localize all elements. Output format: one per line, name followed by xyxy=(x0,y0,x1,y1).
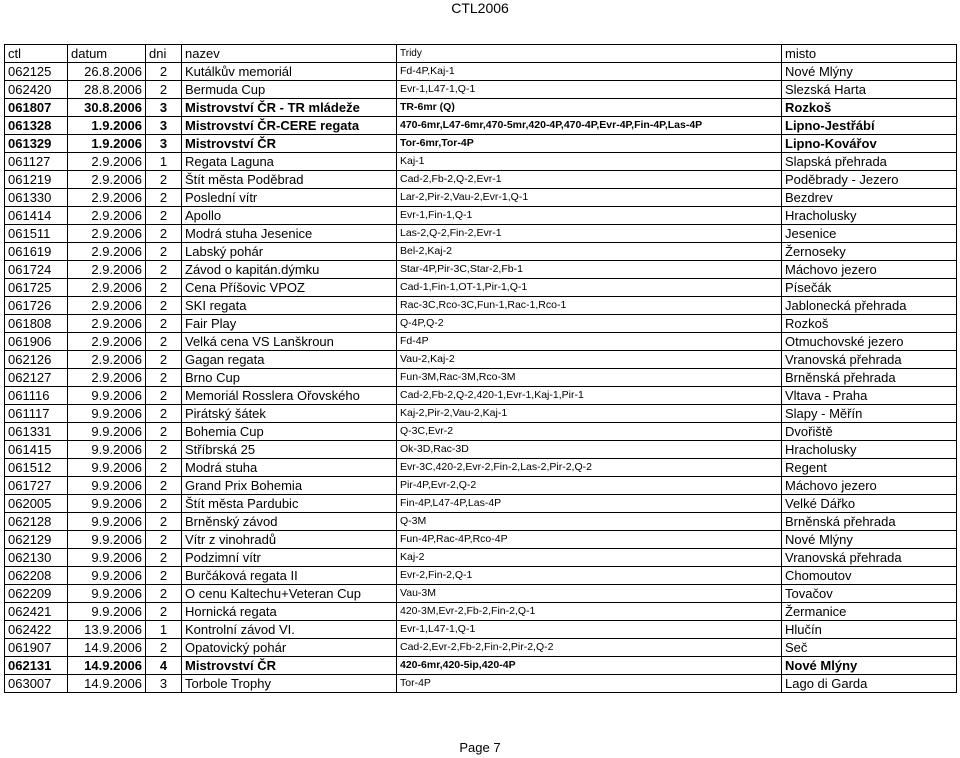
cell-place: Rozkoš xyxy=(782,315,957,333)
cell-place: Žernoseky xyxy=(782,243,957,261)
cell-date: 2.9.2006 xyxy=(68,297,146,315)
cell-place: Tovačov xyxy=(782,585,957,603)
cell-classes: Cad-2,Fb-2,Q-2,Evr-1 xyxy=(397,171,782,189)
cell-name: Apollo xyxy=(182,207,397,225)
cell-classes: 470-6mr,L47-6mr,470-5mr,420-4P,470-4P,Evr-4P,Fin-4P,Las-4P xyxy=(397,117,782,135)
cell-classes: 420-6mr,420-5ip,420-4P xyxy=(397,657,782,675)
table-row xyxy=(5,261,957,279)
cell-date: 9.9.2006 xyxy=(68,477,146,495)
cell-date: 1.9.2006 xyxy=(68,117,146,135)
cell-place: Nové Mlýny xyxy=(782,531,957,549)
cell-days: 2 xyxy=(146,333,182,351)
cell-days: 3 xyxy=(146,135,182,153)
cell-ctl: 061907 xyxy=(5,639,68,657)
cell-place: Velké Dářko xyxy=(782,495,957,513)
cell-ctl: 062125 xyxy=(5,63,68,81)
table-row xyxy=(5,675,957,693)
cell-classes: Cad-1,Fin-1,OT-1,Pir-1,Q-1 xyxy=(397,279,782,297)
cell-name: Štít města Pardubic xyxy=(182,495,397,513)
cell-ctl: 061117 xyxy=(5,405,68,423)
cell-ctl: 063007 xyxy=(5,675,68,693)
cell-ctl: 061116 xyxy=(5,387,68,405)
cell-ctl: 062130 xyxy=(5,549,68,567)
cell-place: Písečák xyxy=(782,279,957,297)
cell-ctl: 062422 xyxy=(5,621,68,639)
cell-classes: Ok-3D,Rac-3D xyxy=(397,441,782,459)
table-row xyxy=(5,117,957,135)
table-row xyxy=(5,207,957,225)
table-row xyxy=(5,387,957,405)
cell-ctl: 061328 xyxy=(5,117,68,135)
cell-days: 2 xyxy=(146,63,182,81)
cell-days: 2 xyxy=(146,171,182,189)
cell-classes: Fd-4P,Kaj-1 xyxy=(397,63,782,81)
cell-name: Regata Laguna xyxy=(182,153,397,171)
cell-classes: Cad-2,Evr-2,Fb-2,Fin-2,Pir-2,Q-2 xyxy=(397,639,782,657)
cell-ctl: 061808 xyxy=(5,315,68,333)
cell-days: 2 xyxy=(146,513,182,531)
table-row xyxy=(5,459,957,477)
cell-date: 9.9.2006 xyxy=(68,495,146,513)
cell-place: Slapská přehrada xyxy=(782,153,957,171)
cell-date: 2.9.2006 xyxy=(68,153,146,171)
cell-classes: Bel-2,Kaj-2 xyxy=(397,243,782,261)
cell-days: 2 xyxy=(146,315,182,333)
cell-date: 9.9.2006 xyxy=(68,459,146,477)
cell-place: Máchovo jezero xyxy=(782,261,957,279)
col-header-ctl: ctl xyxy=(5,45,68,63)
cell-classes: Q-4P,Q-2 xyxy=(397,315,782,333)
cell-place: Slapy - Měřín xyxy=(782,405,957,423)
cell-classes: Vau-2,Kaj-2 xyxy=(397,351,782,369)
cell-date: 14.9.2006 xyxy=(68,639,146,657)
cell-date: 2.9.2006 xyxy=(68,351,146,369)
cell-date: 2.9.2006 xyxy=(68,207,146,225)
cell-place: Jablonecká přehrada xyxy=(782,297,957,315)
col-header-date: datum xyxy=(68,45,146,63)
cell-name: Stříbrská 25 xyxy=(182,441,397,459)
cell-name: Memoriál Rosslera Ořovského xyxy=(182,387,397,405)
cell-name: Cena Příšovic VPOZ xyxy=(182,279,397,297)
cell-days: 2 xyxy=(146,477,182,495)
cell-ctl: 062208 xyxy=(5,567,68,585)
cell-name: Modrá stuha xyxy=(182,459,397,477)
cell-place: Brněnská přehrada xyxy=(782,369,957,387)
page-title: CTL2006 xyxy=(451,0,509,16)
cell-date: 2.9.2006 xyxy=(68,333,146,351)
table-row xyxy=(5,279,957,297)
cell-name: Kontrolní závod VI. xyxy=(182,621,397,639)
cell-place: Vranovská přehrada xyxy=(782,351,957,369)
cell-ctl: 061726 xyxy=(5,297,68,315)
cell-date: 9.9.2006 xyxy=(68,585,146,603)
cell-name: Mistrovství ČR - TR mládeže xyxy=(182,99,397,117)
cell-ctl: 061331 xyxy=(5,423,68,441)
table-row xyxy=(5,171,957,189)
cell-place: Nové Mlýny xyxy=(782,657,957,675)
cell-ctl: 061415 xyxy=(5,441,68,459)
cell-date: 14.9.2006 xyxy=(68,657,146,675)
cell-place: Dvořiště xyxy=(782,423,957,441)
table-row xyxy=(5,135,957,153)
cell-place: Žermanice xyxy=(782,603,957,621)
cell-place: Regent xyxy=(782,459,957,477)
cell-place: Lipno-Jestřábí xyxy=(782,117,957,135)
cell-ctl: 061807 xyxy=(5,99,68,117)
cell-name: Hornická regata xyxy=(182,603,397,621)
cell-place: Jesenice xyxy=(782,225,957,243)
cell-days: 2 xyxy=(146,441,182,459)
cell-ctl: 061219 xyxy=(5,171,68,189)
cell-classes: Tor-4P xyxy=(397,675,782,693)
cell-date: 2.9.2006 xyxy=(68,369,146,387)
page-number: Page 7 xyxy=(459,740,501,755)
cell-place: Hracholusky xyxy=(782,207,957,225)
col-header-place: misto xyxy=(782,45,957,63)
cell-classes: Lar-2,Pir-2,Vau-2,Evr-1,Q-1 xyxy=(397,189,782,207)
table-row xyxy=(5,495,957,513)
cell-date: 2.9.2006 xyxy=(68,315,146,333)
cell-name: Bohemia Cup xyxy=(182,423,397,441)
cell-name: Fair Play xyxy=(182,315,397,333)
cell-classes: Vau-3M xyxy=(397,585,782,603)
cell-classes: Q-3C,Evr-2 xyxy=(397,423,782,441)
cell-name: Modrá stuha Jesenice xyxy=(182,225,397,243)
cell-name: Vítr z vinohradů xyxy=(182,531,397,549)
cell-ctl: 062005 xyxy=(5,495,68,513)
cell-days: 4 xyxy=(146,657,182,675)
table-row xyxy=(5,585,957,603)
cell-date: 9.9.2006 xyxy=(68,549,146,567)
cell-classes: Q-3M xyxy=(397,513,782,531)
cell-name: Kutálkův memoriál xyxy=(182,63,397,81)
cell-place: Seč xyxy=(782,639,957,657)
cell-ctl: 061906 xyxy=(5,333,68,351)
cell-ctl: 062131 xyxy=(5,657,68,675)
cell-date: 9.9.2006 xyxy=(68,405,146,423)
cell-name: Labský pohár xyxy=(182,243,397,261)
cell-date: 9.9.2006 xyxy=(68,567,146,585)
cell-classes: Evr-3C,420-2,Evr-2,Fin-2,Las-2,Pir-2,Q-2 xyxy=(397,459,782,477)
cell-days: 2 xyxy=(146,549,182,567)
cell-date: 9.9.2006 xyxy=(68,387,146,405)
cell-date: 26.8.2006 xyxy=(68,63,146,81)
cell-classes: Evr-1,L47-1,Q-1 xyxy=(397,621,782,639)
cell-classes: Tor-6mr,Tor-4P xyxy=(397,135,782,153)
table-row xyxy=(5,369,957,387)
cell-place: Máchovo jezero xyxy=(782,477,957,495)
cell-days: 2 xyxy=(146,279,182,297)
cell-classes: Pir-4P,Evr-2,Q-2 xyxy=(397,477,782,495)
cell-days: 1 xyxy=(146,153,182,171)
cell-classes: Las-2,Q-2,Fin-2,Evr-1 xyxy=(397,225,782,243)
table-row xyxy=(5,315,957,333)
cell-ctl: 062128 xyxy=(5,513,68,531)
col-header-days: dni xyxy=(146,45,182,63)
cell-ctl: 062209 xyxy=(5,585,68,603)
cell-date: 30.8.2006 xyxy=(68,99,146,117)
cell-days: 2 xyxy=(146,261,182,279)
cell-days: 2 xyxy=(146,459,182,477)
cell-date: 9.9.2006 xyxy=(68,423,146,441)
cell-date: 9.9.2006 xyxy=(68,441,146,459)
cell-name: Štít města Poděbrad xyxy=(182,171,397,189)
cell-name: Gagan regata xyxy=(182,351,397,369)
cell-classes: Fd-4P xyxy=(397,333,782,351)
cell-days: 1 xyxy=(146,621,182,639)
cell-ctl: 061330 xyxy=(5,189,68,207)
cell-days: 2 xyxy=(146,369,182,387)
cell-days: 2 xyxy=(146,567,182,585)
cell-name: Pirátský šátek xyxy=(182,405,397,423)
table-row xyxy=(5,603,957,621)
cell-days: 2 xyxy=(146,225,182,243)
cell-place: Hracholusky xyxy=(782,441,957,459)
cell-ctl: 061511 xyxy=(5,225,68,243)
cell-place: Slezská Harta xyxy=(782,81,957,99)
cell-days: 2 xyxy=(146,603,182,621)
table-row xyxy=(5,333,957,351)
cell-place: Rozkoš xyxy=(782,99,957,117)
cell-ctl: 062129 xyxy=(5,531,68,549)
cell-place: Lago di Garda xyxy=(782,675,957,693)
cell-days: 2 xyxy=(146,243,182,261)
table-row xyxy=(5,549,957,567)
cell-ctl: 061724 xyxy=(5,261,68,279)
cell-date: 2.9.2006 xyxy=(68,261,146,279)
cell-classes: 420-3M,Evr-2,Fb-2,Fin-2,Q-1 xyxy=(397,603,782,621)
cell-date: 9.9.2006 xyxy=(68,513,146,531)
cell-classes: Rac-3C,Rco-3C,Fun-1,Rac-1,Rco-1 xyxy=(397,297,782,315)
cell-ctl: 061329 xyxy=(5,135,68,153)
cell-date: 14.9.2006 xyxy=(68,675,146,693)
schedule-rows xyxy=(5,63,957,693)
cell-days: 2 xyxy=(146,207,182,225)
table-row xyxy=(5,189,957,207)
table-row xyxy=(5,621,957,639)
cell-days: 2 xyxy=(146,405,182,423)
cell-ctl: 061512 xyxy=(5,459,68,477)
header-row xyxy=(5,45,957,63)
cell-ctl: 062127 xyxy=(5,369,68,387)
table-row xyxy=(5,81,957,99)
cell-days: 2 xyxy=(146,351,182,369)
cell-classes: Cad-2,Fb-2,Q-2,420-1,Evr-1,Kaj-1,Pir-1 xyxy=(397,387,782,405)
cell-ctl: 062420 xyxy=(5,81,68,99)
table-row xyxy=(5,243,957,261)
cell-classes: Evr-2,Fin-2,Q-1 xyxy=(397,567,782,585)
cell-date: 2.9.2006 xyxy=(68,225,146,243)
cell-name: Brněnský závod xyxy=(182,513,397,531)
cell-classes: Fin-4P,L47-4P,Las-4P xyxy=(397,495,782,513)
cell-days: 2 xyxy=(146,585,182,603)
cell-days: 3 xyxy=(146,675,182,693)
cell-days: 2 xyxy=(146,423,182,441)
cell-date: 13.9.2006 xyxy=(68,621,146,639)
cell-ctl: 062421 xyxy=(5,603,68,621)
cell-classes: Star-4P,Pir-3C,Star-2,Fb-1 xyxy=(397,261,782,279)
cell-classes: Fun-3M,Rac-3M,Rco-3M xyxy=(397,369,782,387)
cell-place: Chomoutov xyxy=(782,567,957,585)
cell-classes: Evr-1,L47-1,Q-1 xyxy=(397,81,782,99)
cell-days: 2 xyxy=(146,495,182,513)
cell-days: 2 xyxy=(146,639,182,657)
cell-name: Opatovický pohár xyxy=(182,639,397,657)
cell-place: Bezdrev xyxy=(782,189,957,207)
cell-ctl: 061414 xyxy=(5,207,68,225)
cell-days: 2 xyxy=(146,81,182,99)
cell-date: 28.8.2006 xyxy=(68,81,146,99)
cell-place: Lipno-Kovářov xyxy=(782,135,957,153)
cell-ctl: 062126 xyxy=(5,351,68,369)
table-row xyxy=(5,225,957,243)
table-row xyxy=(5,639,957,657)
col-header-name: nazev xyxy=(182,45,397,63)
cell-classes: Fun-4P,Rac-4P,Rco-4P xyxy=(397,531,782,549)
cell-place: Brněnská přehrada xyxy=(782,513,957,531)
cell-days: 2 xyxy=(146,297,182,315)
cell-ctl: 061727 xyxy=(5,477,68,495)
table-row xyxy=(5,657,957,675)
cell-date: 2.9.2006 xyxy=(68,279,146,297)
table-row xyxy=(5,423,957,441)
schedule-table xyxy=(4,44,957,693)
cell-place: Otmuchovské jezero xyxy=(782,333,957,351)
cell-days: 2 xyxy=(146,531,182,549)
cell-ctl: 061725 xyxy=(5,279,68,297)
cell-classes: Evr-1,Fin-1,Q-1 xyxy=(397,207,782,225)
cell-classes: Kaj-2 xyxy=(397,549,782,567)
cell-days: 3 xyxy=(146,117,182,135)
cell-name: Grand Prix Bohemia xyxy=(182,477,397,495)
table-row xyxy=(5,297,957,315)
cell-name: Velká cena VS Lanškroun xyxy=(182,333,397,351)
cell-date: 1.9.2006 xyxy=(68,135,146,153)
cell-place: Nové Mlýny xyxy=(782,63,957,81)
cell-classes: Kaj-2,Pir-2,Vau-2,Kaj-1 xyxy=(397,405,782,423)
cell-place: Hlučín xyxy=(782,621,957,639)
cell-days: 3 xyxy=(146,99,182,117)
cell-name: Mistrovství ČR-CERE regata xyxy=(182,117,397,135)
cell-days: 2 xyxy=(146,189,182,207)
cell-name: SKI regata xyxy=(182,297,397,315)
cell-classes: Kaj-1 xyxy=(397,153,782,171)
cell-ctl: 061127 xyxy=(5,153,68,171)
table-row xyxy=(5,153,957,171)
cell-date: 2.9.2006 xyxy=(68,171,146,189)
cell-ctl: 061619 xyxy=(5,243,68,261)
cell-name: Mistrovství ČR xyxy=(182,135,397,153)
table-row xyxy=(5,513,957,531)
table-row xyxy=(5,99,957,117)
cell-place: Vltava - Praha xyxy=(782,387,957,405)
cell-classes: TR-6mr (Q) xyxy=(397,99,782,117)
table-row xyxy=(5,531,957,549)
table-row xyxy=(5,441,957,459)
cell-date: 9.9.2006 xyxy=(68,531,146,549)
cell-name: Bermuda Cup xyxy=(182,81,397,99)
cell-name: Poslední vítr xyxy=(182,189,397,207)
cell-name: Závod o kapitán.dýmku xyxy=(182,261,397,279)
cell-name: Torbole Trophy xyxy=(182,675,397,693)
cell-date: 2.9.2006 xyxy=(68,189,146,207)
cell-place: Poděbrady - Jezero xyxy=(782,171,957,189)
table-row xyxy=(5,63,957,81)
cell-name: O cenu Kaltechu+Veteran Cup xyxy=(182,585,397,603)
table-row xyxy=(5,477,957,495)
cell-place: Vranovská přehrada xyxy=(782,549,957,567)
table-row xyxy=(5,405,957,423)
cell-days: 2 xyxy=(146,387,182,405)
cell-name: Podzimní vítr xyxy=(182,549,397,567)
table-row xyxy=(5,567,957,585)
cell-date: 2.9.2006 xyxy=(68,243,146,261)
table-row xyxy=(5,351,957,369)
cell-name: Mistrovství ČR xyxy=(182,657,397,675)
cell-name: Burčáková regata II xyxy=(182,567,397,585)
cell-date: 9.9.2006 xyxy=(68,603,146,621)
col-header-classes: Tridy xyxy=(397,45,782,63)
cell-name: Brno Cup xyxy=(182,369,397,387)
